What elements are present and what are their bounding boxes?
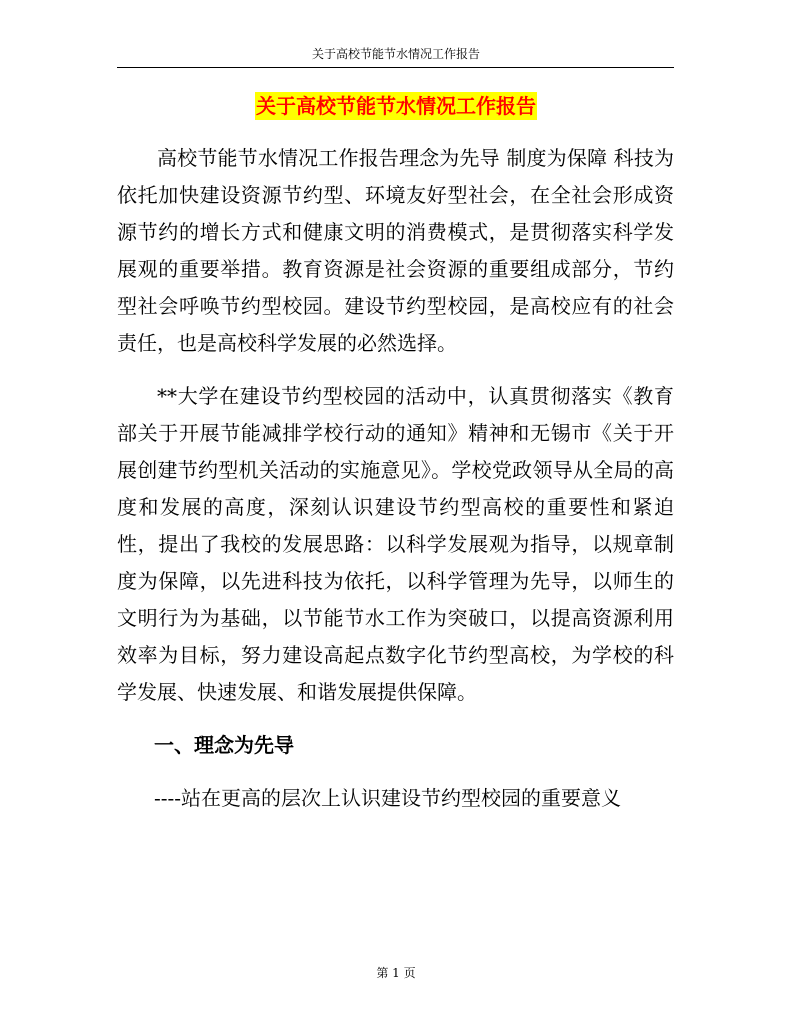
document-body [117,140,674,817]
document-title: 关于高校节能节水情况工作报告 [256,94,536,118]
header-rule [117,67,674,68]
section-subline: ----站在更高的层次上认识建设节约型校园的重要意义 [154,786,622,810]
title-wrap [0,92,792,120]
page-number: 第 1 页 [376,966,416,980]
running-header: 关于高校节能节水情况工作报告 [311,47,480,61]
paragraph-1: 高校节能节水情况工作报告理念为先导 制度为保障 科技为依托加快建设资源节约型、环境友好型社会，在全社会形成资源节约的增长方式和健康文明的消费模式，是贯彻落实科学发展观的重要举措。教育资源是社会资源的重要组成部分，节约型社会呼唤节约型校园。建设节约型校园，是高校应有的社会责任，也是高校科学发展的必然选择。 [117,146,674,355]
section-heading: 一、理念为先导 [154,733,294,757]
paragraph-2: **大学在建设节约型校园的活动中，认真贯彻落实《教育部关于开展节能减排学校行动的通知》精神和无锡市《关于开展创建节约型机关活动的实施意见》。学校党政领导从全局的高度和发展的高度，深刻认识建设节约型高校的重要性和紧迫性，提出了我校的发展思路：以科学发展观为指导，以规章制度为保障，以先进科技为依托，以科学管理为先导，以师生的文明行为为基础，以节能节水工作为突破口，以提高资源利用效率为目标，努力建设高起点数字化节约型高校，为学校的科学发展、快速发展、和谐发展提供保障。 [117,384,674,704]
